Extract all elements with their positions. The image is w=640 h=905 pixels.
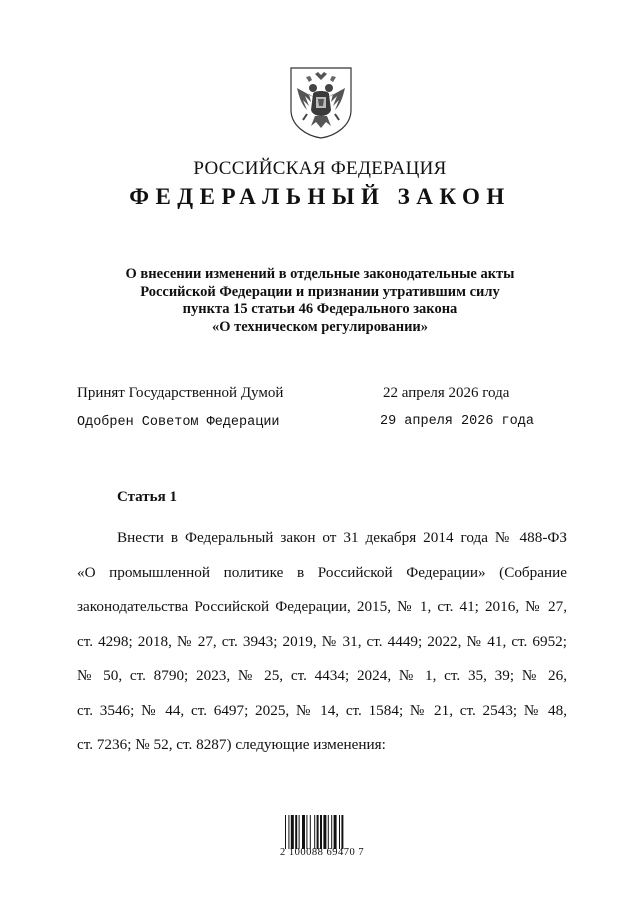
law-title-line: Российской Федерации и признании утратившим силу <box>140 283 500 300</box>
country-name: РОССИЙСКАЯ ФЕДЕРАЦИЯ <box>193 158 447 179</box>
barcode-number: 2 100088 69470 7 <box>279 847 365 858</box>
law-title <box>60 266 580 336</box>
council-approval-date: 29 апреля 2026 года <box>380 414 534 429</box>
duma-adoption-label: Принят Государственной Думой <box>77 385 284 401</box>
article-line: Внести в Федеральный закон от 31 декабря 2014 года № 488-ФЗ <box>117 529 567 546</box>
law-title-line: О внесении изменений в отдельные законодательные акты <box>125 266 515 282</box>
document-type: ФЕДЕРАЛЬНЫЙ ЗАКОН <box>129 184 511 209</box>
article-heading: Статья 1 <box>117 489 177 505</box>
article-line: ст. 3546; № 44, ст. 6497; 2025, № 14, ст. 1584; № 21, ст. 2543; № 48, <box>77 701 567 719</box>
barcode-icon <box>285 815 357 849</box>
article-line: № 50, ст. 8790; 2023, № 25, ст. 4434; 2024, № 1, ст. 35, 39; № 26, <box>77 667 567 684</box>
law-title-line: пункта 15 статьи 46 Федерального закона <box>182 301 458 317</box>
council-approval-label: Одобрен Советом Федерации <box>77 415 280 430</box>
law-title-line: «О техническом регулировании» <box>211 318 429 335</box>
duma-adoption-date: 22 апреля 2026 года <box>383 385 510 401</box>
article-line: законодательства Российской Федерации, 2015, № 1, ст. 41; 2016, № 27, <box>77 598 567 615</box>
article-body <box>77 521 567 763</box>
article-line: ст. 7236; № 52, ст. 8287) следующие изменения: <box>77 736 386 753</box>
article-line: ст. 4298; 2018, № 27, ст. 3943; 2019, № 31, ст. 4449; 2022, № 41, ст. 6952; <box>77 632 567 650</box>
coat-of-arms-icon <box>289 66 353 140</box>
article-line: «О промышленной политике в Российской Федерации» (Собрание <box>77 563 567 581</box>
